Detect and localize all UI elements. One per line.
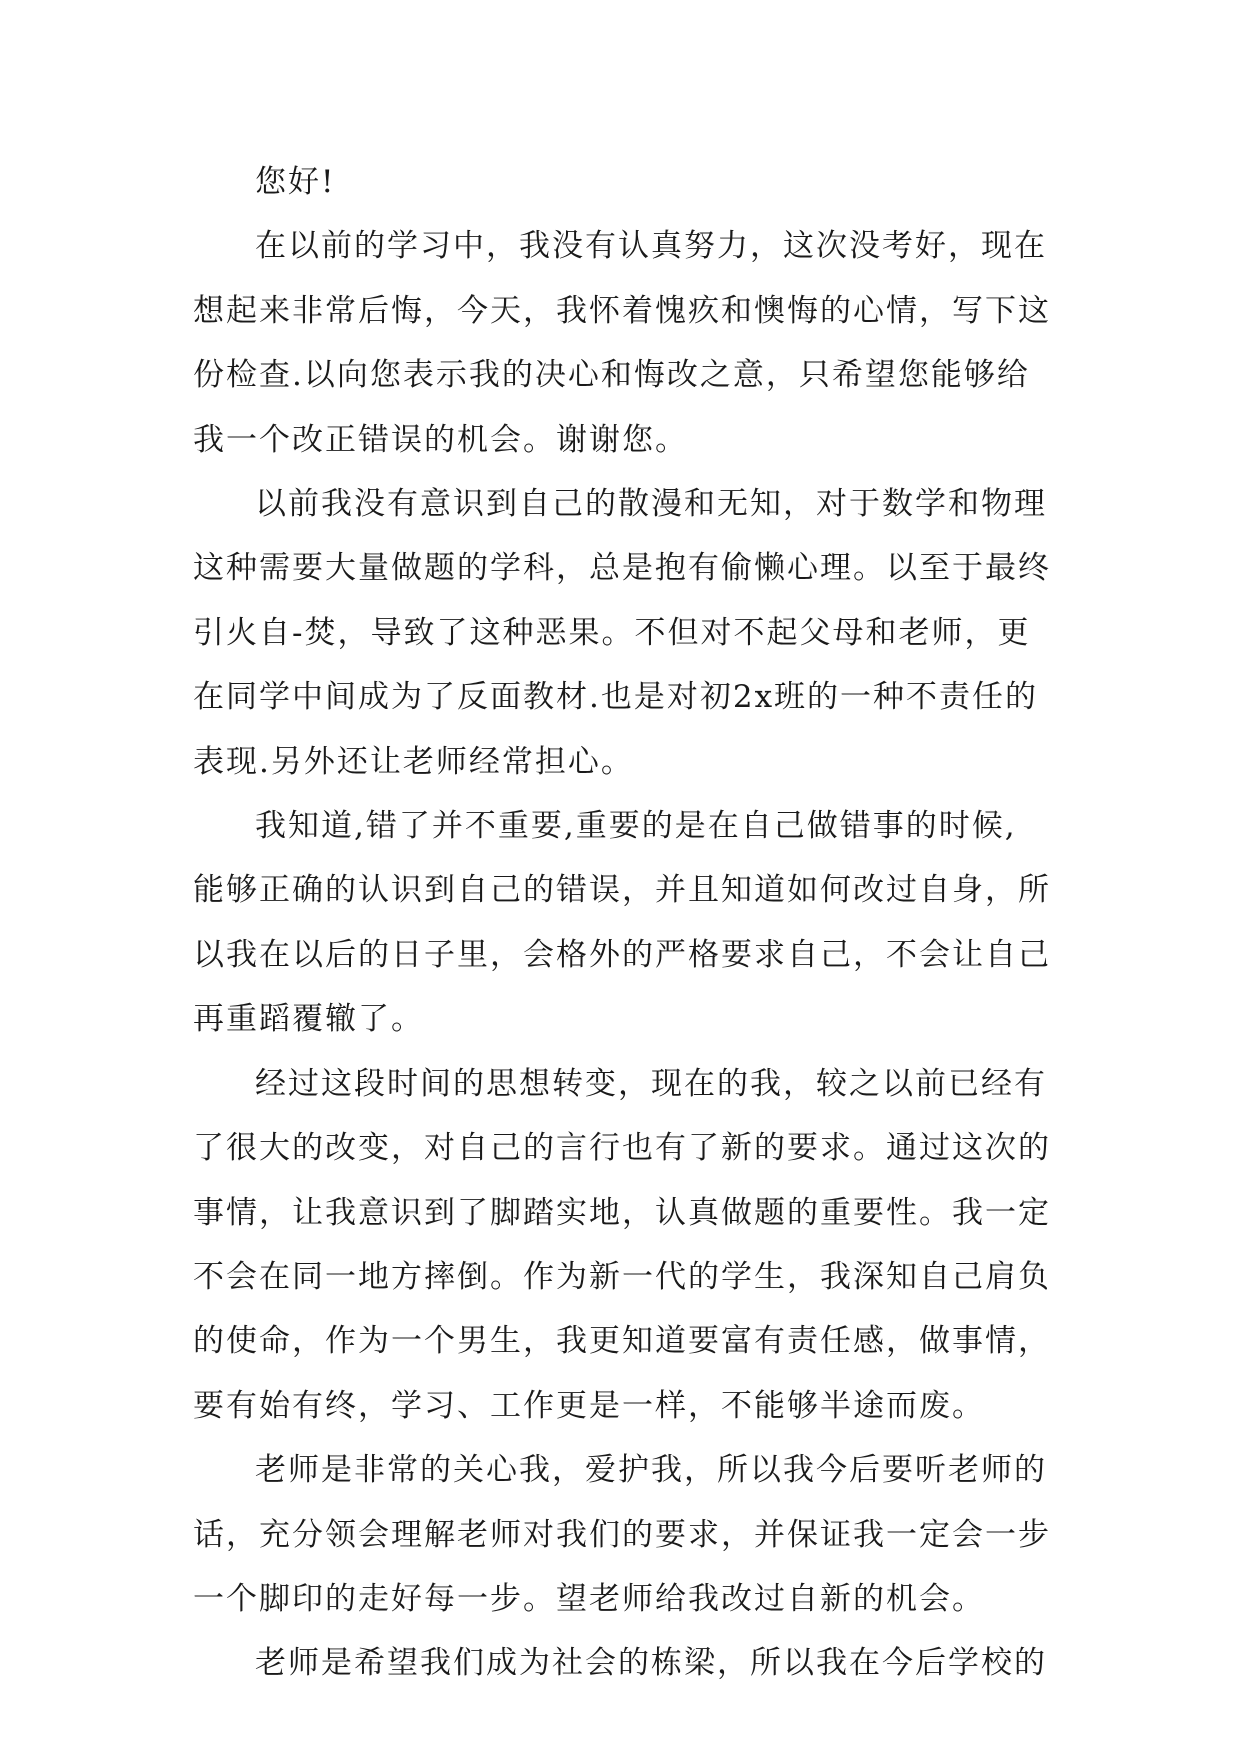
paragraph-line: 以前我没有意识到自己的散漫和无知，对于数学和物理 xyxy=(255,486,1047,523)
paragraph-line: 话，充分领会理解老师对我们的要求，并保证我一定会一步 xyxy=(193,1516,1051,1553)
paragraph-line: 再重蹈覆辙了。 xyxy=(193,1001,424,1038)
paragraph-line: 要有始有终，学习、工作更是一样，不能够半途而废。 xyxy=(193,1387,985,1424)
document-body xyxy=(193,150,1063,1696)
paragraph-line: 老师是非常的关心我，爱护我，所以我今后要听老师的 xyxy=(255,1452,1047,1489)
paragraph-line: 这种需要大量做题的学科，总是抱有偷懒心理。以至于最终 xyxy=(193,550,1051,587)
paragraph-2 xyxy=(193,472,1063,794)
paragraph-line: 一个脚印的走好每一步。望老师给我改过自新的机会。 xyxy=(193,1580,985,1617)
paragraph-6 xyxy=(193,1631,1063,1695)
paragraph-1 xyxy=(193,214,1063,472)
paragraph-line: 表现.另外还让老师经常担心。 xyxy=(193,743,634,780)
paragraph-line: 经过这段时间的思想转变，现在的我，较之以前已经有 xyxy=(255,1065,1047,1102)
paragraph-line: 我知道,错了并不重要,重要的是在自己做错事的时候, xyxy=(255,808,1017,845)
paragraph-line: 以我在以后的日子里，会格外的严格要求自己，不会让自己 xyxy=(193,936,1051,973)
paragraph-line: 能够正确的认识到自己的错误，并且知道如何改过自身，所 xyxy=(193,872,1051,909)
paragraph-line: 在同学中间成为了反面教材.也是对初2x班的一种不责任的 xyxy=(193,679,1039,716)
paragraph-line: 不会在同一地方摔倒。作为新一代的学生，我深知自己肩负 xyxy=(193,1258,1051,1295)
paragraph-line: 份检查.以向您表示我的决心和悔改之意，只希望您能够给 xyxy=(193,357,1030,394)
paragraph-line: 想起来非常后悔，今天，我怀着愧疚和懊悔的心情，写下这 xyxy=(193,292,1051,329)
paragraph-line: 老师是希望我们成为社会的栋梁，所以我在今后学校的 xyxy=(255,1645,1047,1682)
paragraph-line: 引火自-焚，导致了这种恶果。不但对不起父母和老师，更 xyxy=(193,614,1031,651)
paragraph-3 xyxy=(193,794,1063,1052)
paragraph-line: 我一个改正错误的机会。谢谢您。 xyxy=(193,421,688,458)
greeting xyxy=(193,150,1063,214)
paragraph-line: 了很大的改变，对自己的言行也有了新的要求。通过这次的 xyxy=(193,1130,1051,1167)
paragraph-5 xyxy=(193,1438,1063,1631)
paragraph-line: 的使命，作为一个男生，我更知道要富有责任感，做事情， xyxy=(193,1323,1051,1360)
paragraph-line: 事情，让我意识到了脚踏实地，认真做题的重要性。我一定 xyxy=(193,1194,1051,1231)
greeting-text: 您好! xyxy=(255,164,336,200)
paragraph-line: 在以前的学习中，我没有认真努力，这次没考好，现在 xyxy=(255,228,1047,265)
paragraph-4 xyxy=(193,1052,1063,1438)
